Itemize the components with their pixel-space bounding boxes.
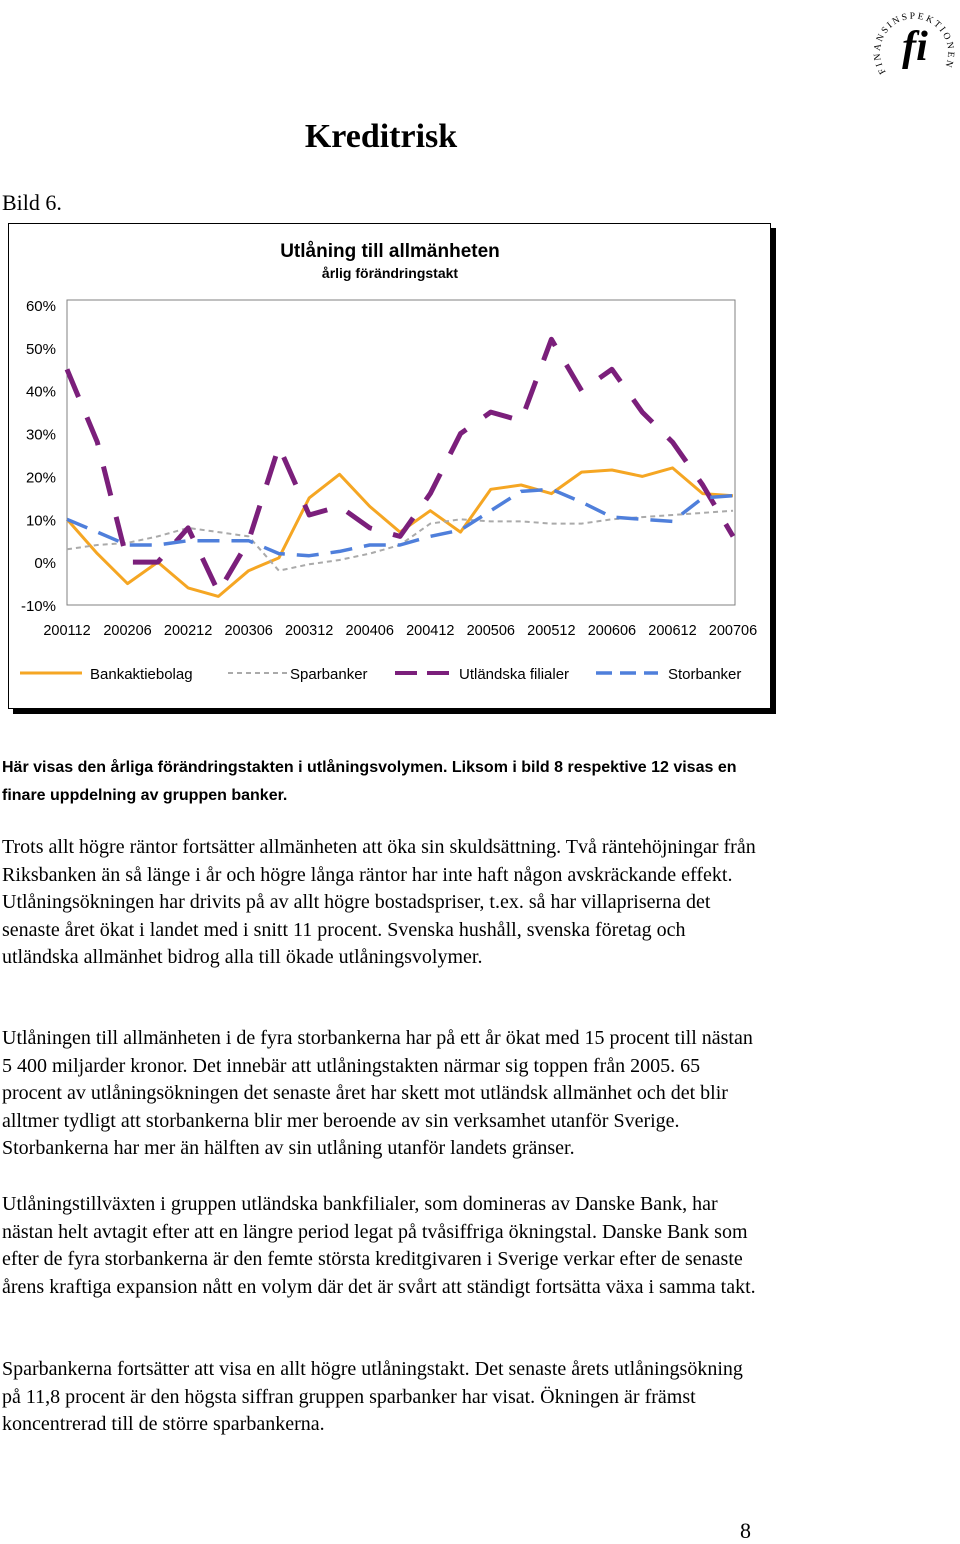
chart-subtitle: årlig förändringstakt — [321, 265, 459, 281]
x-tick-label: 200312 — [284, 623, 334, 639]
x-tick-label: 200412 — [406, 623, 455, 639]
body-paragraph-3: Utlåningstillväxten i gruppen utländska bankfilialer, som domineras av Danske Bank, har nästan helt avtagit efter att en längre period legat på tvåsiffriga ökningstal. Danske Bank som efter de fyra storbankerna är den femte största kreditgivaren i Sverige verkar efter de senaste årens kraftiga expansion nått en volym där det är svårt att ständigt fortsätta växa i samma takt. — [2, 1193, 756, 1298]
x-tick-label: 200112 — [43, 623, 91, 639]
y-axis — [21, 298, 56, 615]
legend-label: Sparbanker — [290, 666, 368, 683]
y-tick-label: 40% — [25, 383, 56, 401]
series-line-utl-ndska-filialer — [67, 339, 733, 592]
y-tick-label: 0% — [34, 555, 56, 573]
series-line-storbanker — [67, 489, 733, 555]
logo-monogram: fi — [902, 24, 928, 70]
x-tick-label: 200406 — [345, 623, 394, 639]
chart-caption: Här visas den årliga förändringstakten i utlåningsvolymen. Liksom i bild 8 respektive 12 visas en finare uppdelning av gruppen banker. — [2, 759, 737, 804]
x-tick-label: 200612 — [648, 623, 697, 639]
series-lines — [67, 339, 733, 596]
x-tick-label: 200212 — [163, 623, 213, 639]
legend-label: Utländska filialer — [459, 666, 570, 683]
x-tick-label: 200306 — [224, 623, 273, 639]
legend-label: Bankaktiebolag — [90, 666, 193, 683]
legend-label: Storbanker — [668, 666, 742, 683]
y-tick-label: -10% — [20, 598, 56, 615]
body-paragraph-4: Sparbankerna fortsätter att visa en allt högre utlåningstakt. Det senaste årets utlåningsökning på 11,8 procent är den högsta siffran gruppen sparbanker har visat. Ökningen är främst koncentrerad till de större sparbankerna. — [2, 1358, 743, 1435]
x-tick-label: 200506 — [466, 623, 516, 639]
y-tick-label: 50% — [25, 340, 56, 358]
x-tick-label: 200206 — [103, 623, 152, 639]
logo-ring-text: FINANSINSPEKTIONEN — [872, 11, 956, 76]
body-paragraph-1: Trots allt högre räntor fortsätter allmänheten att öka sin skuldsättning. Två räntehöjningar från Riksbanken än så länge i år och högre långa räntor har inte haft någon avskräckande effekt. Utlåningsökningen har drivits på av allt högre bostadspriser, t.ex. så har villapriserna det senaste året ökat i landet med i snitt 11 procent. Svenska hushåll, svenska företag och utländska allmänhet bidrog alla till ökade utlåningsvolymer. — [2, 836, 756, 968]
plot-area — [67, 300, 735, 605]
y-tick-label: 10% — [25, 512, 56, 530]
y-tick-label: 60% — [25, 298, 56, 315]
x-axis — [43, 623, 757, 639]
x-tick-label: 200606 — [587, 623, 637, 639]
lending-chart — [0, 0, 960, 720]
page-number: 8 — [740, 1518, 751, 1543]
x-tick-label: 200706 — [708, 623, 758, 639]
figure-label: Bild 6. — [2, 190, 62, 215]
page-title: Kreditrisk — [304, 118, 458, 155]
body-paragraph-2: Utlåningen till allmänheten i de fyra storbankerna har på ett år ökat med 15 procent till nästan 5 400 miljarder kronor. Det innebär att utlåningstakten närmar sig toppen från 2005. 65 procent av utlåningsökningen det senaste året har skett mot utländsk allmänhet och det blir alltmer tydligt att storbankerna blir mer beroende av sin verksamhet utanför Sverige. Storbankerna har mer än hälften av sin utlåning utanför landets gränser. — [2, 1027, 753, 1159]
x-tick-label: 200512 — [527, 623, 576, 639]
y-tick-label: 20% — [25, 469, 56, 487]
y-tick-label: 30% — [25, 426, 56, 444]
chart-title: Utlåning till allmänheten — [280, 241, 500, 262]
legend — [20, 666, 741, 683]
